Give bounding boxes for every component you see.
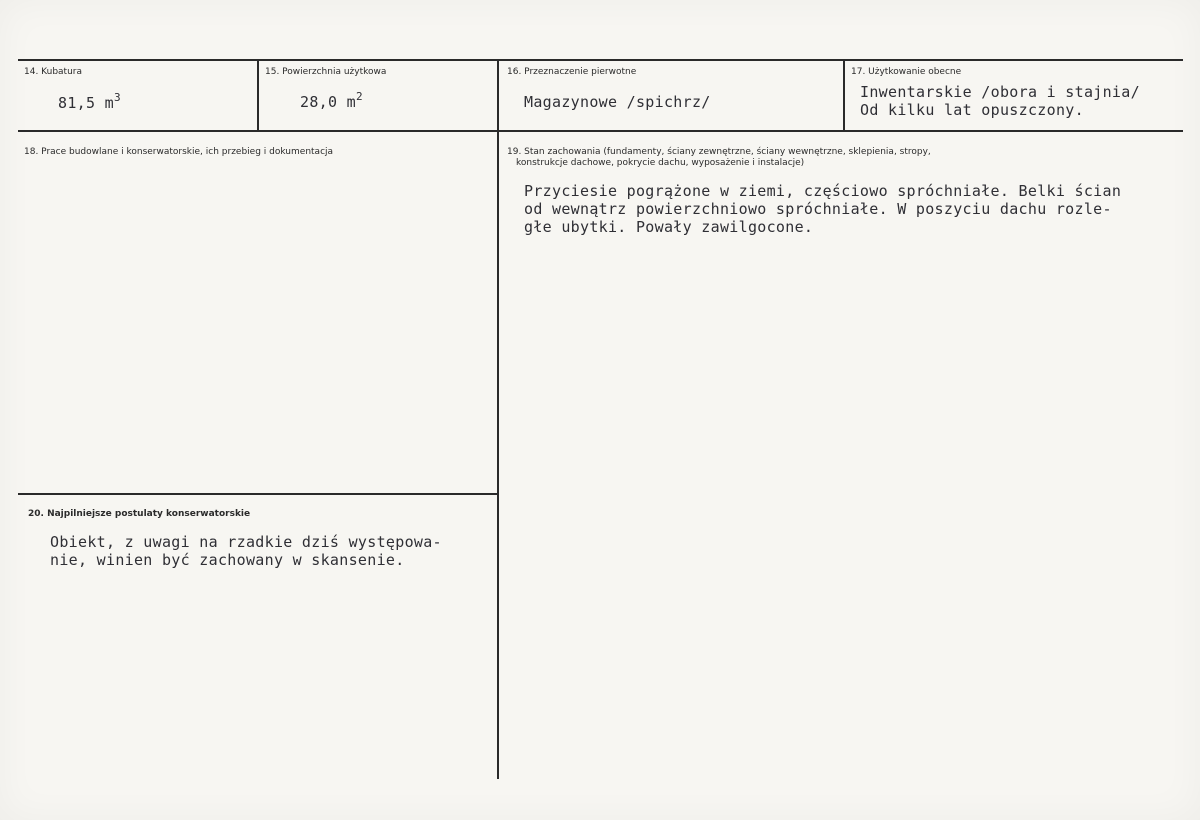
field-19-line-3: głe ubytki. Powały zawilgocone. [524, 218, 814, 236]
field-15-unit: m [346, 93, 357, 111]
field-19-label-line-1: 19. Stan zachowania (fundamenty, ściany zewnętrzne, ściany wewnętrzne, sklepienia, stropy, [507, 147, 931, 157]
field-14-exponent: 3 [114, 91, 121, 104]
field-16-label: 16. Przeznaczenie pierwotne [507, 67, 637, 77]
field-20-label: 20. Najpilniejsze postulaty konserwatorskie [28, 509, 251, 519]
field-14-number: 81,5 [58, 94, 96, 112]
field-15-value [300, 90, 363, 111]
section18-bottom-rule [18, 493, 497, 495]
field-15-exponent: 2 [356, 90, 363, 103]
field-20-line-2: nie, winien być zachowany w skansenie. [50, 551, 405, 569]
divider-14-15 [257, 59, 259, 132]
divider-16-17 [843, 59, 845, 132]
field-14-unit: m [104, 94, 115, 112]
field-19-line-2: od wewnątrz powierzchniowo spróchniałe. W poszyciu dachu rozle- [524, 200, 1112, 218]
field-19-label-line-2: konstrukcje dachowe, pokrycie dachu, wyposażenie i instalacje) [516, 158, 805, 168]
top-rule [18, 59, 1183, 61]
field-17-line-1: Inwentarskie /obora i stajnia/ [860, 83, 1140, 101]
field-14-label: 14. Kubatura [24, 67, 83, 77]
field-15-number: 28,0 [300, 93, 338, 111]
field-18-label: 18. Prace budowlane i konserwatorskie, ich przebieg i dokumentacja [24, 147, 334, 157]
field-17-line-2: Od kilku lat opuszczony. [860, 101, 1084, 119]
field-15-label: 15. Powierzchnia użytkowa [265, 67, 387, 77]
main-column-divider [497, 59, 499, 779]
row1-bottom-rule [18, 130, 1183, 132]
field-16-value: Magazynowe /spichrz/ [524, 93, 711, 111]
field-14-value [58, 91, 121, 112]
field-20-line-1: Obiekt, z uwagi na rzadkie dziś występowa- [50, 533, 442, 551]
field-17-label: 17. Użytkowanie obecne [851, 67, 962, 77]
field-19-line-1: Przyciesie pogrążone w ziemi, częściowo spróchniałe. Belki ścian [524, 182, 1122, 200]
